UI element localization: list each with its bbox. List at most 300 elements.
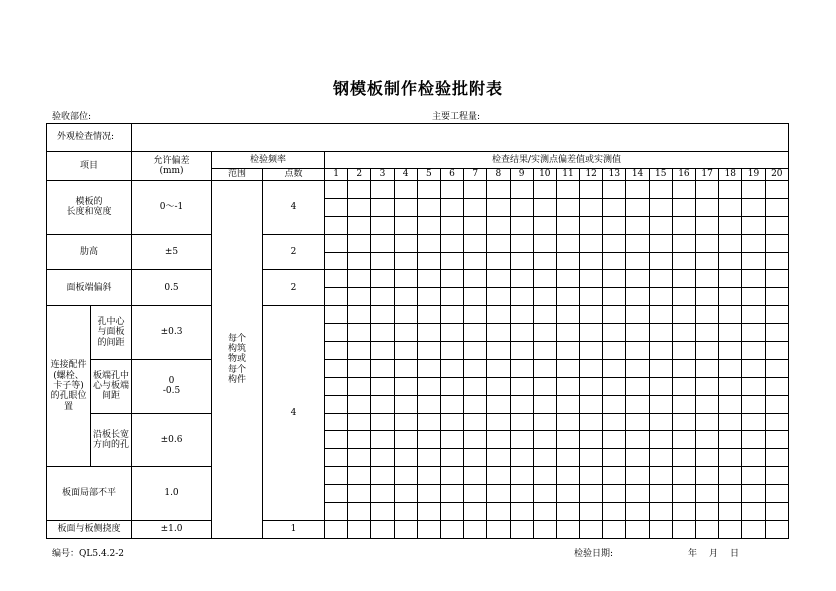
result-cell[interactable] xyxy=(719,413,742,431)
result-cell[interactable] xyxy=(556,198,579,216)
result-cell[interactable] xyxy=(649,288,672,306)
result-cell[interactable] xyxy=(371,449,394,467)
result-cell[interactable] xyxy=(696,485,719,503)
result-cell[interactable] xyxy=(510,324,533,342)
result-cell[interactable] xyxy=(464,413,487,431)
result-cell[interactable] xyxy=(603,198,626,216)
result-cell[interactable] xyxy=(742,359,765,377)
result-cell[interactable] xyxy=(672,520,695,538)
result-cell[interactable] xyxy=(719,324,742,342)
result-cell[interactable] xyxy=(580,503,603,521)
result-cell[interactable] xyxy=(487,306,510,324)
result-cell[interactable] xyxy=(348,467,371,485)
result-cell[interactable] xyxy=(649,324,672,342)
result-cell[interactable] xyxy=(394,252,417,270)
result-cell[interactable] xyxy=(371,431,394,449)
result-cell[interactable] xyxy=(696,503,719,521)
result-cell[interactable] xyxy=(580,216,603,234)
result-cell[interactable] xyxy=(533,467,556,485)
result-cell[interactable] xyxy=(649,252,672,270)
result-cell[interactable] xyxy=(742,342,765,360)
result-cell[interactable] xyxy=(510,520,533,538)
result-cell[interactable] xyxy=(440,520,463,538)
result-cell[interactable] xyxy=(626,485,649,503)
result-cell[interactable] xyxy=(649,503,672,521)
result-cell[interactable] xyxy=(742,485,765,503)
result-cell[interactable] xyxy=(371,252,394,270)
result-cell[interactable] xyxy=(440,431,463,449)
result-cell[interactable] xyxy=(580,306,603,324)
result-cell[interactable] xyxy=(440,234,463,252)
result-cell[interactable] xyxy=(626,503,649,521)
result-cell[interactable] xyxy=(464,252,487,270)
result-cell[interactable] xyxy=(533,395,556,413)
result-cell[interactable] xyxy=(603,216,626,234)
result-cell[interactable] xyxy=(371,485,394,503)
result-cell[interactable] xyxy=(464,234,487,252)
result-cell[interactable] xyxy=(325,288,348,306)
result-cell[interactable] xyxy=(649,413,672,431)
result-cell[interactable] xyxy=(417,234,440,252)
result-cell[interactable] xyxy=(440,306,463,324)
result-cell[interactable] xyxy=(417,359,440,377)
result-cell[interactable] xyxy=(603,324,626,342)
result-cell[interactable] xyxy=(672,395,695,413)
result-cell[interactable] xyxy=(649,520,672,538)
result-cell[interactable] xyxy=(556,467,579,485)
result-cell[interactable] xyxy=(533,503,556,521)
result-cell[interactable] xyxy=(672,413,695,431)
result-cell[interactable] xyxy=(672,270,695,288)
result-cell[interactable] xyxy=(580,288,603,306)
result-cell[interactable] xyxy=(580,449,603,467)
result-cell[interactable] xyxy=(742,377,765,395)
result-cell[interactable] xyxy=(464,324,487,342)
result-cell[interactable] xyxy=(464,520,487,538)
result-cell[interactable] xyxy=(626,359,649,377)
result-cell[interactable] xyxy=(371,467,394,485)
result-cell[interactable] xyxy=(603,342,626,360)
result-cell[interactable] xyxy=(394,181,417,199)
result-cell[interactable] xyxy=(719,395,742,413)
result-cell[interactable] xyxy=(672,503,695,521)
result-cell[interactable] xyxy=(487,431,510,449)
result-cell[interactable] xyxy=(510,503,533,521)
result-cell[interactable] xyxy=(394,270,417,288)
result-cell[interactable] xyxy=(348,324,371,342)
result-cell[interactable] xyxy=(394,503,417,521)
result-cell[interactable] xyxy=(440,288,463,306)
result-cell[interactable] xyxy=(603,395,626,413)
result-cell[interactable] xyxy=(626,270,649,288)
result-cell[interactable] xyxy=(626,449,649,467)
result-cell[interactable] xyxy=(533,234,556,252)
result-cell[interactable] xyxy=(371,306,394,324)
result-cell[interactable] xyxy=(742,216,765,234)
result-cell[interactable] xyxy=(719,216,742,234)
result-cell[interactable] xyxy=(348,198,371,216)
result-cell[interactable] xyxy=(371,413,394,431)
result-cell[interactable] xyxy=(556,449,579,467)
result-cell[interactable] xyxy=(626,395,649,413)
result-cell[interactable] xyxy=(626,216,649,234)
result-cell[interactable] xyxy=(417,181,440,199)
result-cell[interactable] xyxy=(742,198,765,216)
result-cell[interactable] xyxy=(765,306,788,324)
result-cell[interactable] xyxy=(325,324,348,342)
result-cell[interactable] xyxy=(696,449,719,467)
result-cell[interactable] xyxy=(742,431,765,449)
result-cell[interactable] xyxy=(580,485,603,503)
result-cell[interactable] xyxy=(765,520,788,538)
result-cell[interactable] xyxy=(394,395,417,413)
result-cell[interactable] xyxy=(696,324,719,342)
result-cell[interactable] xyxy=(510,413,533,431)
result-cell[interactable] xyxy=(464,270,487,288)
result-cell[interactable] xyxy=(742,234,765,252)
result-cell[interactable] xyxy=(325,216,348,234)
result-cell[interactable] xyxy=(649,198,672,216)
result-cell[interactable] xyxy=(672,377,695,395)
result-cell[interactable] xyxy=(742,467,765,485)
result-cell[interactable] xyxy=(417,520,440,538)
result-cell[interactable] xyxy=(626,431,649,449)
result-cell[interactable] xyxy=(556,181,579,199)
result-cell[interactable] xyxy=(510,252,533,270)
result-cell[interactable] xyxy=(556,431,579,449)
result-cell[interactable] xyxy=(649,181,672,199)
result-cell[interactable] xyxy=(533,252,556,270)
result-cell[interactable] xyxy=(325,449,348,467)
result-cell[interactable] xyxy=(626,234,649,252)
result-cell[interactable] xyxy=(556,216,579,234)
result-cell[interactable] xyxy=(371,395,394,413)
result-cell[interactable] xyxy=(719,234,742,252)
result-cell[interactable] xyxy=(464,216,487,234)
result-cell[interactable] xyxy=(464,359,487,377)
result-cell[interactable] xyxy=(603,252,626,270)
result-cell[interactable] xyxy=(649,431,672,449)
result-cell[interactable] xyxy=(394,306,417,324)
result-cell[interactable] xyxy=(440,413,463,431)
result-cell[interactable] xyxy=(533,342,556,360)
result-cell[interactable] xyxy=(742,288,765,306)
result-cell[interactable] xyxy=(672,467,695,485)
result-cell[interactable] xyxy=(487,413,510,431)
result-cell[interactable] xyxy=(440,216,463,234)
result-cell[interactable] xyxy=(533,485,556,503)
result-cell[interactable] xyxy=(464,431,487,449)
result-cell[interactable] xyxy=(603,359,626,377)
result-cell[interactable] xyxy=(649,359,672,377)
result-cell[interactable] xyxy=(696,342,719,360)
result-cell[interactable] xyxy=(487,503,510,521)
result-cell[interactable] xyxy=(394,431,417,449)
result-cell[interactable] xyxy=(765,234,788,252)
result-cell[interactable] xyxy=(765,395,788,413)
result-cell[interactable] xyxy=(533,449,556,467)
result-cell[interactable] xyxy=(325,395,348,413)
result-cell[interactable] xyxy=(510,181,533,199)
result-cell[interactable] xyxy=(371,377,394,395)
result-cell[interactable] xyxy=(696,377,719,395)
result-cell[interactable] xyxy=(672,359,695,377)
result-cell[interactable] xyxy=(649,216,672,234)
result-cell[interactable] xyxy=(765,252,788,270)
result-cell[interactable] xyxy=(348,395,371,413)
result-cell[interactable] xyxy=(603,288,626,306)
result-cell[interactable] xyxy=(417,216,440,234)
result-cell[interactable] xyxy=(603,503,626,521)
result-cell[interactable] xyxy=(440,395,463,413)
result-cell[interactable] xyxy=(464,503,487,521)
result-cell[interactable] xyxy=(510,234,533,252)
result-cell[interactable] xyxy=(440,342,463,360)
result-cell[interactable] xyxy=(394,288,417,306)
result-cell[interactable] xyxy=(325,503,348,521)
result-cell[interactable] xyxy=(742,252,765,270)
result-cell[interactable] xyxy=(348,485,371,503)
result-cell[interactable] xyxy=(719,431,742,449)
result-cell[interactable] xyxy=(765,503,788,521)
result-cell[interactable] xyxy=(348,503,371,521)
result-cell[interactable] xyxy=(510,431,533,449)
result-cell[interactable] xyxy=(510,395,533,413)
result-cell[interactable] xyxy=(394,467,417,485)
result-cell[interactable] xyxy=(603,181,626,199)
result-cell[interactable] xyxy=(742,181,765,199)
result-cell[interactable] xyxy=(325,198,348,216)
result-cell[interactable] xyxy=(719,252,742,270)
result-cell[interactable] xyxy=(487,216,510,234)
result-cell[interactable] xyxy=(487,198,510,216)
result-cell[interactable] xyxy=(464,449,487,467)
result-cell[interactable] xyxy=(325,181,348,199)
result-cell[interactable] xyxy=(464,395,487,413)
result-cell[interactable] xyxy=(765,288,788,306)
result-cell[interactable] xyxy=(533,413,556,431)
appearance-input[interactable] xyxy=(132,124,789,152)
result-cell[interactable] xyxy=(533,324,556,342)
result-cell[interactable] xyxy=(672,252,695,270)
result-cell[interactable] xyxy=(348,377,371,395)
result-cell[interactable] xyxy=(580,342,603,360)
result-cell[interactable] xyxy=(394,485,417,503)
result-cell[interactable] xyxy=(556,306,579,324)
result-cell[interactable] xyxy=(487,449,510,467)
result-cell[interactable] xyxy=(487,181,510,199)
result-cell[interactable] xyxy=(440,252,463,270)
result-cell[interactable] xyxy=(649,342,672,360)
result-cell[interactable] xyxy=(719,270,742,288)
result-cell[interactable] xyxy=(672,181,695,199)
result-cell[interactable] xyxy=(371,359,394,377)
result-cell[interactable] xyxy=(580,359,603,377)
result-cell[interactable] xyxy=(417,324,440,342)
result-cell[interactable] xyxy=(603,234,626,252)
result-cell[interactable] xyxy=(440,270,463,288)
result-cell[interactable] xyxy=(626,181,649,199)
result-cell[interactable] xyxy=(394,413,417,431)
result-cell[interactable] xyxy=(348,342,371,360)
result-cell[interactable] xyxy=(371,270,394,288)
result-cell[interactable] xyxy=(440,485,463,503)
result-cell[interactable] xyxy=(487,342,510,360)
result-cell[interactable] xyxy=(464,485,487,503)
result-cell[interactable] xyxy=(672,431,695,449)
result-cell[interactable] xyxy=(348,413,371,431)
result-cell[interactable] xyxy=(626,413,649,431)
result-cell[interactable] xyxy=(626,342,649,360)
result-cell[interactable] xyxy=(765,342,788,360)
result-cell[interactable] xyxy=(394,449,417,467)
result-cell[interactable] xyxy=(719,485,742,503)
result-cell[interactable] xyxy=(371,288,394,306)
result-cell[interactable] xyxy=(765,181,788,199)
result-cell[interactable] xyxy=(394,359,417,377)
result-cell[interactable] xyxy=(603,306,626,324)
result-cell[interactable] xyxy=(742,449,765,467)
result-cell[interactable] xyxy=(672,485,695,503)
result-cell[interactable] xyxy=(742,520,765,538)
result-cell[interactable] xyxy=(765,324,788,342)
result-cell[interactable] xyxy=(765,413,788,431)
result-cell[interactable] xyxy=(348,520,371,538)
result-cell[interactable] xyxy=(626,324,649,342)
result-cell[interactable] xyxy=(325,485,348,503)
result-cell[interactable] xyxy=(440,503,463,521)
result-cell[interactable] xyxy=(394,342,417,360)
result-cell[interactable] xyxy=(649,306,672,324)
result-cell[interactable] xyxy=(464,288,487,306)
result-cell[interactable] xyxy=(672,234,695,252)
result-cell[interactable] xyxy=(394,198,417,216)
result-cell[interactable] xyxy=(649,467,672,485)
result-cell[interactable] xyxy=(510,270,533,288)
result-cell[interactable] xyxy=(325,342,348,360)
result-cell[interactable] xyxy=(626,467,649,485)
result-cell[interactable] xyxy=(348,252,371,270)
result-cell[interactable] xyxy=(510,342,533,360)
result-cell[interactable] xyxy=(603,467,626,485)
result-cell[interactable] xyxy=(325,413,348,431)
result-cell[interactable] xyxy=(371,181,394,199)
result-cell[interactable] xyxy=(696,252,719,270)
result-cell[interactable] xyxy=(603,431,626,449)
result-cell[interactable] xyxy=(556,503,579,521)
result-cell[interactable] xyxy=(417,485,440,503)
result-cell[interactable] xyxy=(440,377,463,395)
result-cell[interactable] xyxy=(533,359,556,377)
result-cell[interactable] xyxy=(672,449,695,467)
result-cell[interactable] xyxy=(417,467,440,485)
result-cell[interactable] xyxy=(533,520,556,538)
result-cell[interactable] xyxy=(440,449,463,467)
result-cell[interactable] xyxy=(742,503,765,521)
result-cell[interactable] xyxy=(580,324,603,342)
result-cell[interactable] xyxy=(371,342,394,360)
result-cell[interactable] xyxy=(556,377,579,395)
result-cell[interactable] xyxy=(556,324,579,342)
result-cell[interactable] xyxy=(417,342,440,360)
result-cell[interactable] xyxy=(533,431,556,449)
result-cell[interactable] xyxy=(649,377,672,395)
result-cell[interactable] xyxy=(672,198,695,216)
result-cell[interactable] xyxy=(649,485,672,503)
result-cell[interactable] xyxy=(487,324,510,342)
result-cell[interactable] xyxy=(696,270,719,288)
result-cell[interactable] xyxy=(719,449,742,467)
result-cell[interactable] xyxy=(719,467,742,485)
result-cell[interactable] xyxy=(487,288,510,306)
result-cell[interactable] xyxy=(533,288,556,306)
result-cell[interactable] xyxy=(649,449,672,467)
result-cell[interactable] xyxy=(487,359,510,377)
result-cell[interactable] xyxy=(649,395,672,413)
result-cell[interactable] xyxy=(719,288,742,306)
result-cell[interactable] xyxy=(672,306,695,324)
result-cell[interactable] xyxy=(325,377,348,395)
result-cell[interactable] xyxy=(394,216,417,234)
result-cell[interactable] xyxy=(440,198,463,216)
result-cell[interactable] xyxy=(394,234,417,252)
result-cell[interactable] xyxy=(510,359,533,377)
result-cell[interactable] xyxy=(487,520,510,538)
result-cell[interactable] xyxy=(696,198,719,216)
result-cell[interactable] xyxy=(719,359,742,377)
result-cell[interactable] xyxy=(626,252,649,270)
result-cell[interactable] xyxy=(325,431,348,449)
result-cell[interactable] xyxy=(487,395,510,413)
result-cell[interactable] xyxy=(603,520,626,538)
result-cell[interactable] xyxy=(417,198,440,216)
result-cell[interactable] xyxy=(371,520,394,538)
result-cell[interactable] xyxy=(510,288,533,306)
result-cell[interactable] xyxy=(417,449,440,467)
result-cell[interactable] xyxy=(348,181,371,199)
result-cell[interactable] xyxy=(417,270,440,288)
result-cell[interactable] xyxy=(580,198,603,216)
result-cell[interactable] xyxy=(533,216,556,234)
result-cell[interactable] xyxy=(765,377,788,395)
result-cell[interactable] xyxy=(696,520,719,538)
result-cell[interactable] xyxy=(626,288,649,306)
result-cell[interactable] xyxy=(580,395,603,413)
result-cell[interactable] xyxy=(556,234,579,252)
result-cell[interactable] xyxy=(348,288,371,306)
result-cell[interactable] xyxy=(325,270,348,288)
result-cell[interactable] xyxy=(487,467,510,485)
result-cell[interactable] xyxy=(487,485,510,503)
result-cell[interactable] xyxy=(672,288,695,306)
result-cell[interactable] xyxy=(765,485,788,503)
result-cell[interactable] xyxy=(603,485,626,503)
result-cell[interactable] xyxy=(719,377,742,395)
result-cell[interactable] xyxy=(580,252,603,270)
result-cell[interactable] xyxy=(510,198,533,216)
result-cell[interactable] xyxy=(556,359,579,377)
result-cell[interactable] xyxy=(510,467,533,485)
result-cell[interactable] xyxy=(742,324,765,342)
result-cell[interactable] xyxy=(556,342,579,360)
result-cell[interactable] xyxy=(325,234,348,252)
result-cell[interactable] xyxy=(696,431,719,449)
result-cell[interactable] xyxy=(533,306,556,324)
result-cell[interactable] xyxy=(719,306,742,324)
result-cell[interactable] xyxy=(464,467,487,485)
result-cell[interactable] xyxy=(672,216,695,234)
result-cell[interactable] xyxy=(742,413,765,431)
